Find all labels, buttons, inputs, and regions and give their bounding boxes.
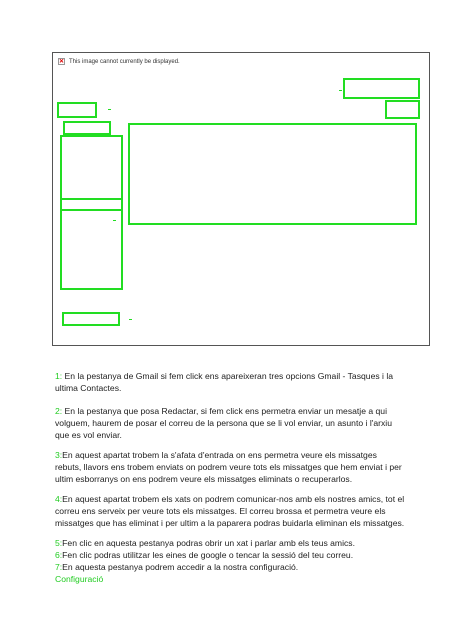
annotation-box-message-area [128, 123, 417, 225]
paragraph-number: 1: [55, 371, 63, 381]
paragraph-3 [55, 449, 405, 485]
annotation-box-chat-open [62, 312, 120, 326]
paragraph-4 [55, 493, 405, 529]
paragraph-text: En aquest apartat trobem la s'afata d'entrada on ens permetra veure els missatges rebuts, llavors ens trobem enviats on podrem veure tots els missatges que hem enviat i per ultim esborranys on ens podrem veure els missatges eliminats o recuperarlos. [55, 450, 402, 484]
paragraph-number: 4: [55, 494, 63, 504]
paragraph-number: 2: [55, 406, 63, 416]
paragraph-2 [55, 405, 405, 441]
list-item: 6:Fen clic podras utilitzar les eines de google o tencar la sessió del teu correu. [55, 550, 354, 560]
paragraph-number: 3: [55, 450, 63, 460]
annotation-box-chat [60, 198, 123, 290]
broken-image-icon: ✕ [58, 58, 65, 65]
paragraph-text: En la pestanya que posa Redactar, si fem click ens permetra enviar un mesatje a qui volguem, haurem de posar el correu de la persona que se li vol enviar, un asunto i l'arxiu que es vol enviar. [55, 406, 392, 440]
paragraph-1 [55, 370, 405, 394]
list-item: 5:Fen clic en aquesta pestanya podras obrir un xat i parlar amb els teus amics. [55, 538, 355, 548]
broken-image-message: This image cannot currently be displayed. [69, 58, 180, 65]
list-item: 7:En aquesta pestanya podrem accedir a la nostra configuració. [55, 562, 299, 572]
broken-image-placeholder [58, 58, 180, 65]
list-block [55, 537, 405, 585]
annotation-box-compose [63, 121, 111, 135]
annotation-box-settings [385, 100, 420, 119]
annotation-box-account [343, 78, 420, 99]
paragraph-text: En aquest apartat trobem els xats on podrem comunicar-nos amb els nostres amics, tot el correu ens serveix per veure tots els missatges. El correu brossa et permetra veure els missatges que has eliminat i per ultim a la paparera podras buidarla eliminan els missatges. [55, 494, 405, 528]
annotation-marker [113, 220, 116, 221]
annotation-box-gmail-tab [57, 102, 97, 118]
final-label: Configuració [55, 574, 104, 584]
annotation-marker [108, 109, 111, 110]
paragraph-text: En la pestanya de Gmail si fem click ens apareixeran tres opcions Gmail - Tasques i la ultima Contactes. [55, 371, 394, 393]
annotation-marker [129, 319, 132, 320]
annotation-marker [339, 90, 342, 91]
